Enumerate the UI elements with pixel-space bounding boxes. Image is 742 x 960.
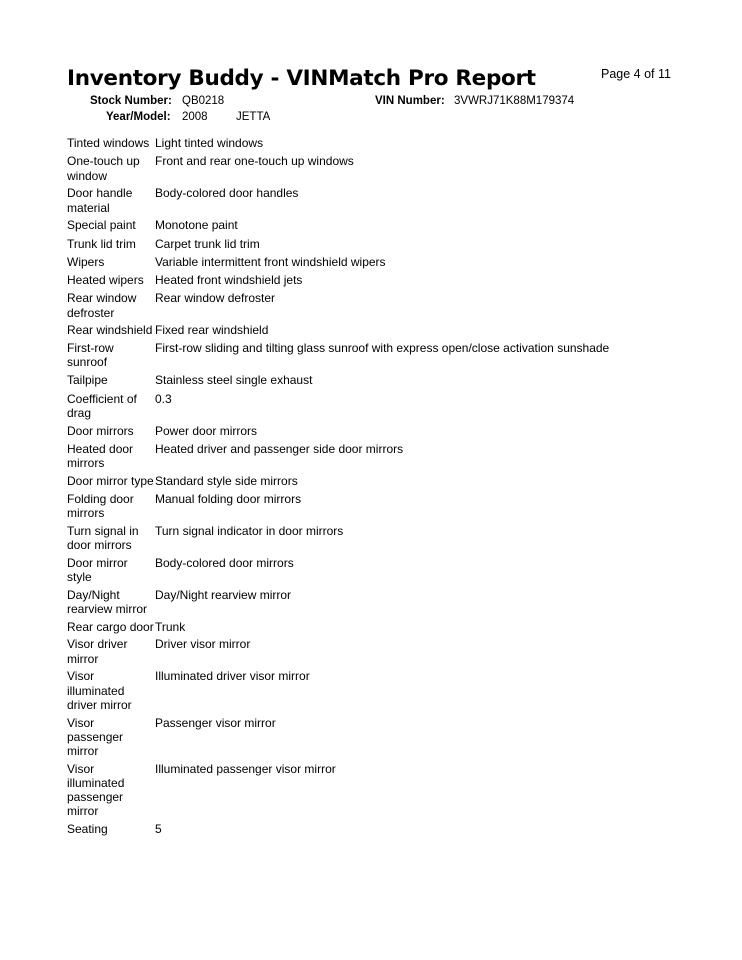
spec-name: Rear window defroster (67, 291, 137, 320)
spec-row (67, 424, 707, 438)
spec-value: Illuminated driver visor mirror (155, 669, 310, 684)
spec-name: Tinted windows (67, 136, 150, 150)
spec-value: Standard style side mirrors (155, 473, 298, 488)
spec-row (67, 323, 707, 337)
spec-name: Visor driver mirror (67, 637, 128, 666)
spec-row (67, 136, 707, 150)
spec-value: 5 (155, 822, 162, 837)
spec-row (67, 822, 707, 836)
year-value: 2008 (182, 111, 208, 123)
spec-row (67, 291, 707, 319)
spec-value: Turn signal indicator in door mirrors (155, 523, 344, 538)
spec-row (67, 154, 707, 182)
spec-name: Heated wipers (67, 273, 144, 288)
spec-row (67, 524, 707, 552)
spec-row (67, 716, 707, 759)
spec-name: Visor passenger mirror (67, 715, 124, 759)
spec-value: Illuminated passenger visor mirror (155, 761, 336, 776)
spec-row (67, 762, 707, 819)
spec-row (67, 556, 707, 584)
report-title: Inventory Buddy - VINMatch Pro Report (67, 66, 536, 91)
spec-table (67, 136, 707, 836)
spec-row (67, 492, 707, 520)
spec-value: Heated driver and passenger side door mirrors (155, 441, 404, 456)
spec-name: Special paint (67, 218, 136, 233)
spec-name: Rear cargo door (67, 619, 154, 634)
spec-row (67, 588, 707, 616)
spec-name: One-touch up window (67, 154, 140, 183)
spec-name: Rear windshield (67, 323, 153, 338)
spec-row (67, 669, 707, 712)
spec-name: Wipers (67, 254, 105, 269)
spec-value: Power door mirrors (155, 423, 258, 438)
spec-name: Visor illuminated driver mirror (67, 669, 132, 712)
spec-row (67, 474, 707, 488)
vin-value: 3VWRJ71K88M179374 (454, 95, 575, 107)
spec-name: Turn signal in door mirrors (67, 523, 139, 552)
spec-name: Folding door mirrors (67, 491, 134, 520)
spec-value: Fixed rear windshield (155, 323, 269, 338)
stock-number-label: Stock Number: (90, 95, 172, 107)
year-model-label: Year/Model: (106, 111, 171, 123)
spec-name: Door mirror style (67, 555, 128, 584)
spec-value: Rear window defroster (155, 291, 276, 306)
spec-name: Coefficient of drag (67, 391, 137, 420)
spec-name: Seating (67, 822, 108, 837)
spec-row (67, 392, 707, 420)
spec-name: Visor illuminated passenger mirror (67, 761, 125, 819)
spec-row (67, 237, 707, 251)
spec-name: Door handle material (67, 186, 133, 215)
spec-row (67, 637, 707, 665)
spec-name: Day/Night rearview mirror (67, 587, 148, 616)
spec-name: Tailpipe (67, 373, 108, 388)
spec-value: Passenger visor mirror (155, 715, 276, 730)
spec-value: Stainless steel single exhaust (155, 373, 313, 388)
spec-value: Variable intermittent front windshield wipers (155, 254, 386, 269)
spec-row (67, 620, 707, 634)
spec-value: Monotone paint (155, 218, 238, 233)
spec-row (67, 218, 707, 232)
spec-value: 0.3 (155, 391, 172, 406)
spec-name: First-row sunroof (67, 341, 114, 370)
spec-name: Door mirrors (67, 423, 134, 438)
spec-value: Heated front windshield jets (155, 273, 303, 288)
spec-value: First-row sliding and tilting glass sunroof with express open/close activation sunshade (155, 341, 610, 356)
spec-name: Door mirror type (67, 473, 154, 488)
model-value: JETTA (236, 111, 271, 123)
spec-value: Light tinted windows (155, 136, 264, 150)
spec-name: Trunk lid trim (67, 236, 136, 251)
spec-row (67, 255, 707, 269)
spec-value: Front and rear one-touch up windows (155, 154, 354, 169)
spec-value: Body-colored door handles (155, 186, 299, 201)
page-number: Page 4 of 11 (601, 67, 671, 81)
vin-label: VIN Number: (375, 95, 445, 107)
spec-row (67, 442, 707, 470)
spec-value: Body-colored door mirrors (155, 555, 294, 570)
spec-value: Trunk (155, 619, 186, 634)
spec-value: Manual folding door mirrors (155, 491, 302, 506)
spec-value: Day/Night rearview mirror (155, 587, 292, 602)
spec-row (67, 186, 707, 214)
spec-row (67, 341, 707, 369)
spec-row (67, 273, 707, 287)
spec-value: Carpet trunk lid trim (155, 236, 260, 251)
spec-name: Heated door mirrors (67, 441, 134, 471)
spec-value: Driver visor mirror (155, 637, 251, 652)
stock-number-value: QB0218 (182, 95, 225, 107)
spec-row (67, 373, 707, 387)
